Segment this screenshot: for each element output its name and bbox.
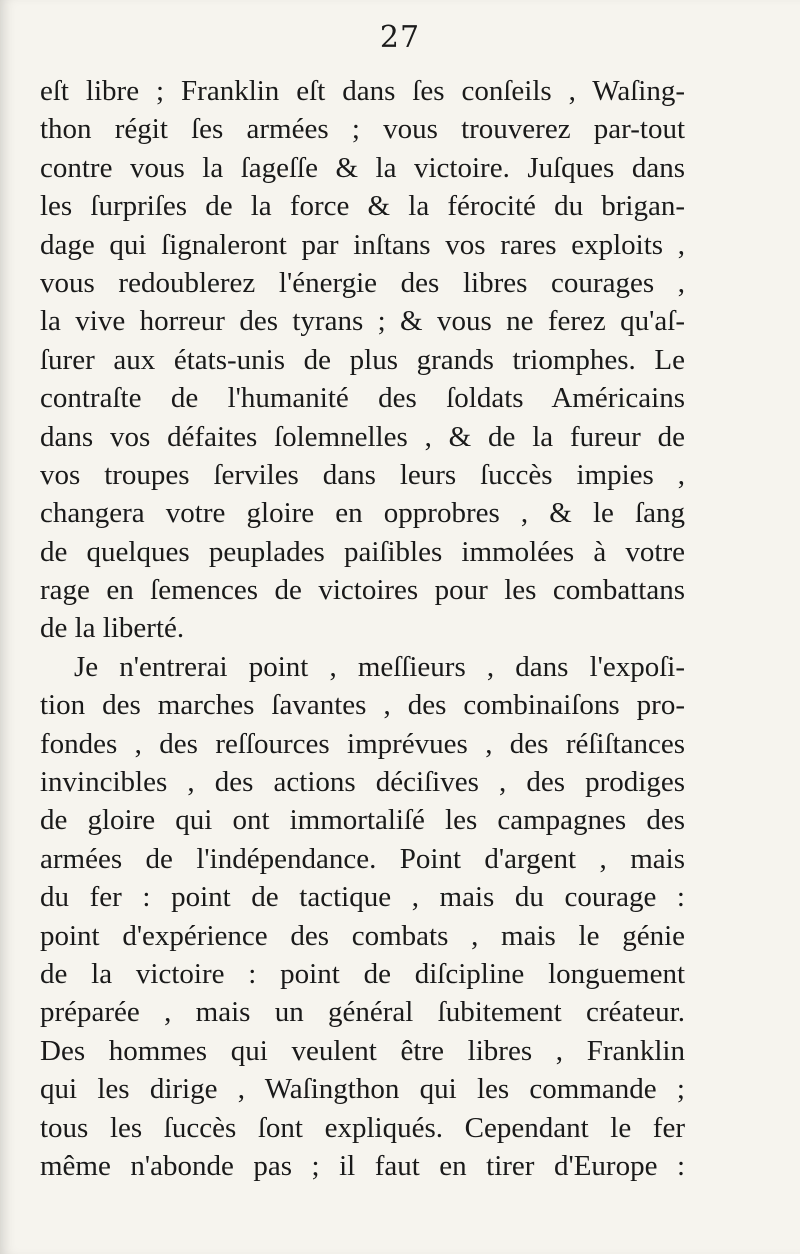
- text-line: Je n'entrerai point , meſſieurs , dans l'expoſi-: [74, 650, 685, 683]
- page-number: 27: [379, 20, 421, 55]
- text-line: de la victoire : point de diſcipline longuement: [40, 957, 685, 990]
- text-line: de la liberté.: [40, 612, 185, 645]
- text-line: contre vous la ſageſſe & la victoire. Juſques dans: [40, 151, 685, 184]
- paragraph-1: [40, 72, 685, 648]
- text-line: fondes , des reſſources imprévues , des réſiſtances: [40, 727, 685, 760]
- text-line: la vive horreur des tyrans ; & vous ne ferez qu'aſ-: [40, 305, 685, 338]
- text-line: thon régit ſes armées ; vous trouverez par-tout: [40, 113, 685, 146]
- text-line: Des hommes qui veulent être libres , Franklin: [40, 1034, 685, 1067]
- text-line: armées de l'indépendance. Point d'argent , mais: [40, 842, 685, 875]
- text-line: dans vos défaites ſolemnelles , & de la fureur de: [40, 420, 685, 453]
- body-text: [40, 72, 685, 1185]
- paragraph-2: [40, 648, 685, 1185]
- text-line: même n'abonde pas ; il faut en tirer d'Europe :: [40, 1149, 685, 1182]
- text-line: vous redoublerez l'énergie des libres courages ,: [40, 266, 685, 299]
- text-line: qui les dirige , Waſingthon qui les commande ;: [40, 1073, 685, 1106]
- text-line: eſt libre ; Franklin eſt dans ſes conſeils , Waſing-: [40, 75, 685, 107]
- text-line: de gloire qui ont immortaliſé les campagnes des: [40, 804, 685, 837]
- text-line: les ſurpriſes de la force & la férocité du brigan-: [40, 190, 685, 223]
- text-line: dage qui ſignaleront par inſtans vos rares exploits ,: [40, 228, 685, 261]
- text-line: changera votre gloire en opprobres , & le ſang: [40, 497, 685, 530]
- text-line: préparée , mais un général ſubitement créateur.: [40, 996, 685, 1029]
- text-line: rage en ſemences de victoires pour les combattans: [40, 574, 685, 607]
- text-line: vos troupes ſerviles dans leurs ſuccès impies ,: [40, 458, 685, 491]
- text-line: tion des marches ſavantes , des combinaiſons pro-: [40, 689, 685, 722]
- text-line: ſurer aux états-unis de plus grands triomphes. Le: [40, 343, 685, 376]
- text-line: contraſte de l'humanité des ſoldats Américains: [40, 382, 685, 415]
- text-line: du fer : point de tactique , mais du courage :: [40, 881, 685, 914]
- text-line: point d'expérience des combats , mais le génie: [40, 919, 685, 952]
- text-line: invincibles , des actions déciſives , des prodiges: [40, 766, 685, 799]
- text-line: tous les ſuccès ſont expliqués. Cependant le fer: [40, 1111, 685, 1144]
- text-line: de quelques peuplades paiſibles immolées à votre: [40, 535, 685, 568]
